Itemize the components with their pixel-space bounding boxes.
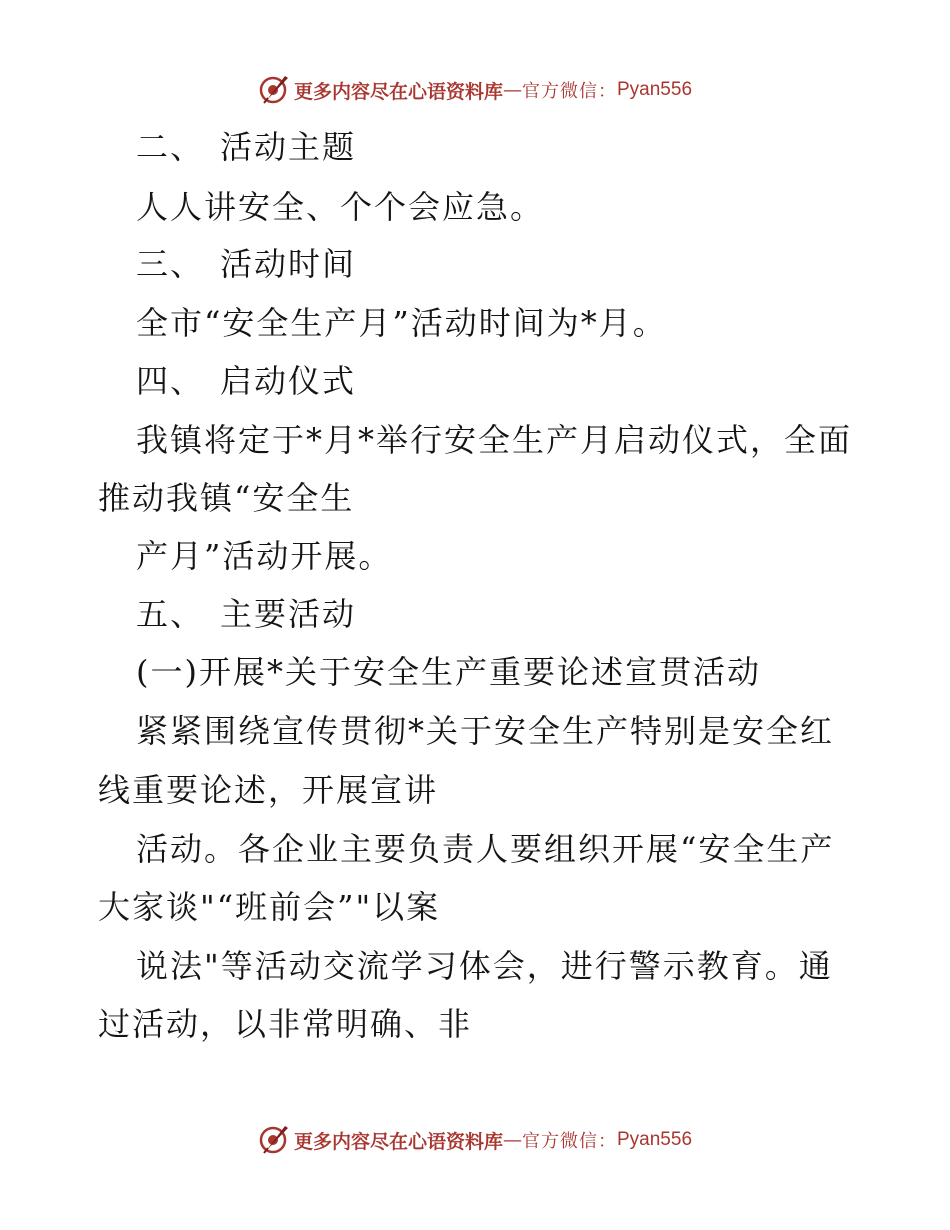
heading-activities (136, 594, 356, 634)
paragraph-line: 推动我镇“安全生 (98, 479, 355, 517)
watermark-wechat-id: Pyan556 (617, 1129, 693, 1150)
watermark-official-label: 官方微信： (522, 81, 617, 102)
paragraph-line: 说法"等活动交流学习体会，进行警示教育。通 (136, 947, 833, 985)
heading-theme (136, 127, 356, 167)
heading-title: 活动时间 (220, 245, 357, 283)
theme-text: 人人讲安全、个个会应急。 (136, 188, 545, 226)
watermark-footer (0, 1120, 950, 1160)
watermark-brand: 更多内容尽在心语资料库 (293, 1130, 503, 1153)
heading-number: 三、 (136, 245, 205, 283)
heading-number: 五、 (136, 595, 205, 633)
paragraph-line: 我镇将定于*月*举行安全生产月启动仪式，全面 (136, 421, 853, 459)
heading-title: 启动仪式 (220, 362, 357, 400)
watermark-wechat-id: Pyan556 (617, 79, 693, 100)
quill-logo-icon (258, 1123, 292, 1157)
paragraph-line: 过活动，以非常明确、非 (98, 1005, 473, 1043)
heading-title: 主要活动 (220, 595, 357, 633)
paragraph-line: 大家谈"“班前会”"以案 (98, 888, 441, 926)
heading-number: 四、 (136, 362, 205, 400)
heading-number: 二、 (136, 128, 205, 166)
paragraph-line: 线重要论述，开展宣讲 (98, 771, 439, 809)
watermark-brand: 更多内容尽在心语资料库 (293, 80, 503, 103)
heading-ceremony (136, 361, 356, 401)
subheading: (一)开展*关于安全生产重要论述宣贯活动 (136, 653, 761, 691)
watermark-official-label: 官方微信： (522, 1131, 617, 1152)
watermark-dash: — (503, 1129, 522, 1151)
paragraph-line: 紧紧围绕宣传贯彻*关于安全生产特别是安全红 (136, 712, 835, 750)
time-text: 全市“安全生产月”活动时间为*月。 (136, 304, 667, 342)
heading-time (136, 244, 356, 284)
watermark-dash: — (503, 79, 522, 101)
heading-title: 活动主题 (220, 128, 357, 166)
paragraph-line: 产月”活动开展。 (136, 537, 393, 575)
paragraph-line: 活动。各企业主要负责人要组织开展“安全生产 (136, 830, 835, 868)
